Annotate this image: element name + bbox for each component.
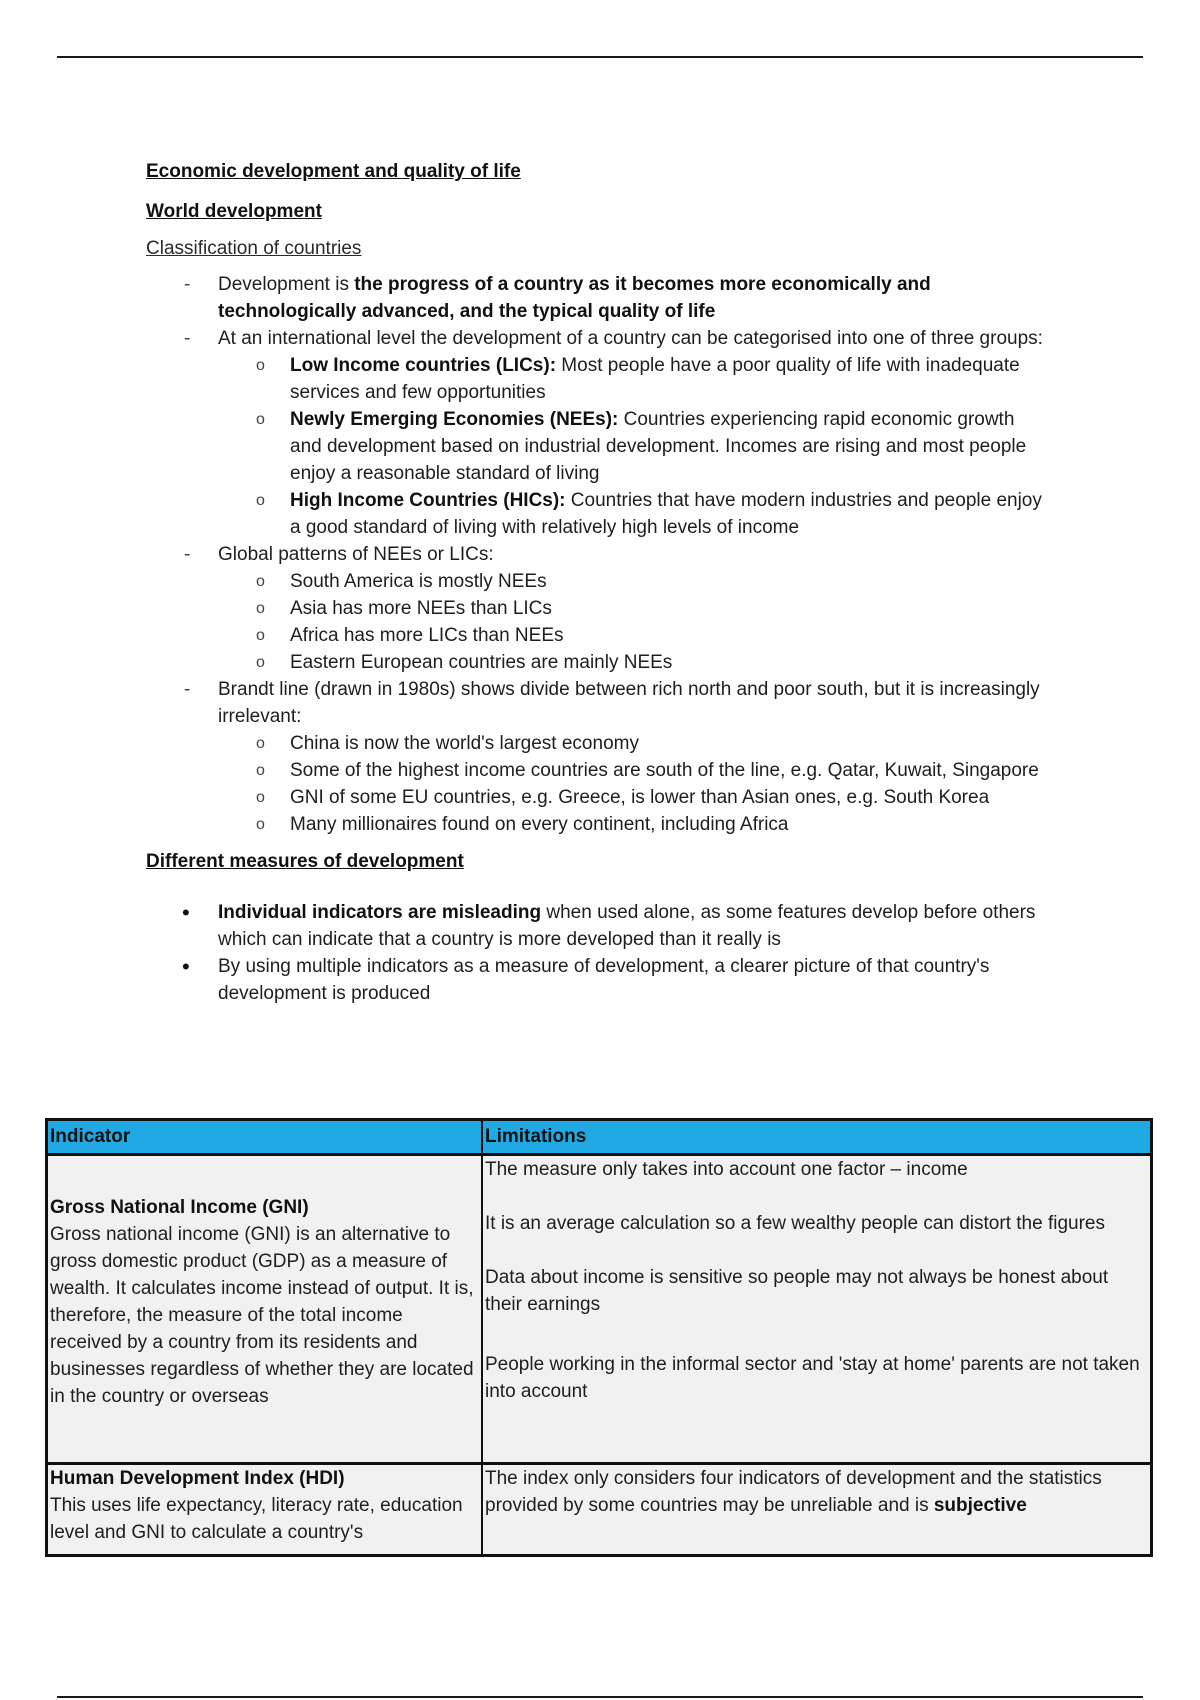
list-item: o Many millionaires found on every continent, including Africa (146, 811, 1046, 838)
hdi-description: This uses life expectancy, literacy rate, education level and GNI to calculate a country's (50, 1495, 463, 1543)
header-limitations: Limitations (485, 1126, 587, 1147)
groups-intro: At an international level the development of a country can be categorised into one of three groups: (218, 328, 1043, 349)
list-item: o South America is mostly NEEs (146, 568, 1046, 595)
document-body (146, 158, 1046, 1007)
patterns-intro: Global patterns of NEEs or LICs: (218, 544, 494, 565)
definition-prefix: Development is (218, 274, 355, 295)
indicators-table (45, 1118, 1153, 1557)
limitation-text: The index only considers four indicators of development and the statistics provided by some countries may be unreliable and is (485, 1468, 1102, 1516)
list-item (146, 487, 1046, 541)
bottom-rule (57, 1696, 1143, 1698)
list-item: o Some of the highest income countries are south of the line, e.g. Qatar, Kuwait, Singapore (146, 757, 1046, 784)
measure-bold: Individual indicators are misleading (218, 902, 542, 923)
heading-measures: Different measures of development (146, 851, 464, 872)
list-item (146, 899, 1046, 953)
patterns-sublist (218, 568, 1046, 676)
table-row (48, 1465, 1150, 1554)
list-item: o China is now the world's largest economy (146, 730, 1046, 757)
classification-list (146, 271, 1046, 838)
measure-text: when used alone, as some features develop before others which can indicate that a country is more developed than it really is (218, 902, 1036, 950)
list-item (146, 271, 1046, 325)
hdi-limitations (483, 1465, 1150, 1554)
gni-description: Gross national income (GNI) is an alternative to gross domestic product (GDP) as a measure of wealth. It calculates income instead of output. It is, therefore, the measure of the total income received by a country from its residents and businesses regardless of whether they are located in the country or overseas (50, 1224, 474, 1407)
top-rule (57, 56, 1143, 58)
heading-world-development: World development (146, 201, 322, 222)
gni-title: Gross National Income (GNI) (50, 1197, 309, 1218)
list-item: o Africa has more LICs than NEEs (146, 622, 1046, 649)
list-item: o GNI of some EU countries, e.g. Greece, is lower than Asian ones, e.g. South Korea (146, 784, 1046, 811)
hdi-cell (48, 1465, 483, 1554)
heading-main: Economic development and quality of life (146, 161, 521, 182)
measures-list (146, 899, 1046, 1007)
list-item (146, 325, 1046, 541)
group-term: High Income Countries (HICs): (290, 490, 566, 511)
brandt-sublist (218, 730, 1046, 838)
limitation-text: Data about income is sensitive so people may not always be honest about their earnings (485, 1267, 1109, 1315)
definition-bold: the progress of a country as it becomes more economically and technologically advanced, and the typical quality of life (218, 274, 931, 322)
gni-limitations (483, 1156, 1150, 1462)
limitation-text: People working in the informal sector and 'stay at home' parents are not taken into account (485, 1354, 1140, 1402)
list-item (146, 352, 1046, 406)
gni-cell (48, 1156, 483, 1462)
group-term: Newly Emerging Economies (NEEs): (290, 409, 619, 430)
brandt-intro: Brandt line (drawn in 1980s) shows divide between rich north and poor south, but it is increasingly irrelevant: (218, 679, 1040, 727)
groups-sublist (218, 352, 1046, 541)
group-text: Most people have a poor quality of life with inadequate services and few opportunities (290, 355, 1020, 403)
group-term: Low Income countries (LICs): (290, 355, 557, 376)
list-item (146, 541, 1046, 676)
list-item: • By using multiple indicators as a measure of development, a clearer picture of that country's development is produced (146, 953, 1046, 1007)
limitation-bold: subjective (933, 1495, 1027, 1516)
limitation-text: It is an average calculation so a few wealthy people can distort the figures (485, 1213, 1105, 1234)
table-row (48, 1156, 1150, 1465)
list-item: o Eastern European countries are mainly NEEs (146, 649, 1046, 676)
list-item: o Asia has more NEEs than LICs (146, 595, 1046, 622)
group-text: Countries that have modern industries and people enjoy a good standard of living with relatively high levels of income (290, 490, 1042, 538)
limitation-text: The measure only takes into account one factor – income (485, 1159, 968, 1180)
list-item (146, 676, 1046, 838)
heading-classification: Classification of countries (146, 238, 362, 259)
list-item (146, 406, 1046, 487)
table-header-row (48, 1121, 1150, 1156)
group-text: Countries experiencing rapid economic growth and development based on industrial development. Incomes are rising and most people enjoy a reasonable standard of living (290, 409, 1027, 484)
hdi-title: Human Development Index (HDI) (50, 1468, 345, 1489)
header-indicator: Indicator (48, 1121, 483, 1153)
